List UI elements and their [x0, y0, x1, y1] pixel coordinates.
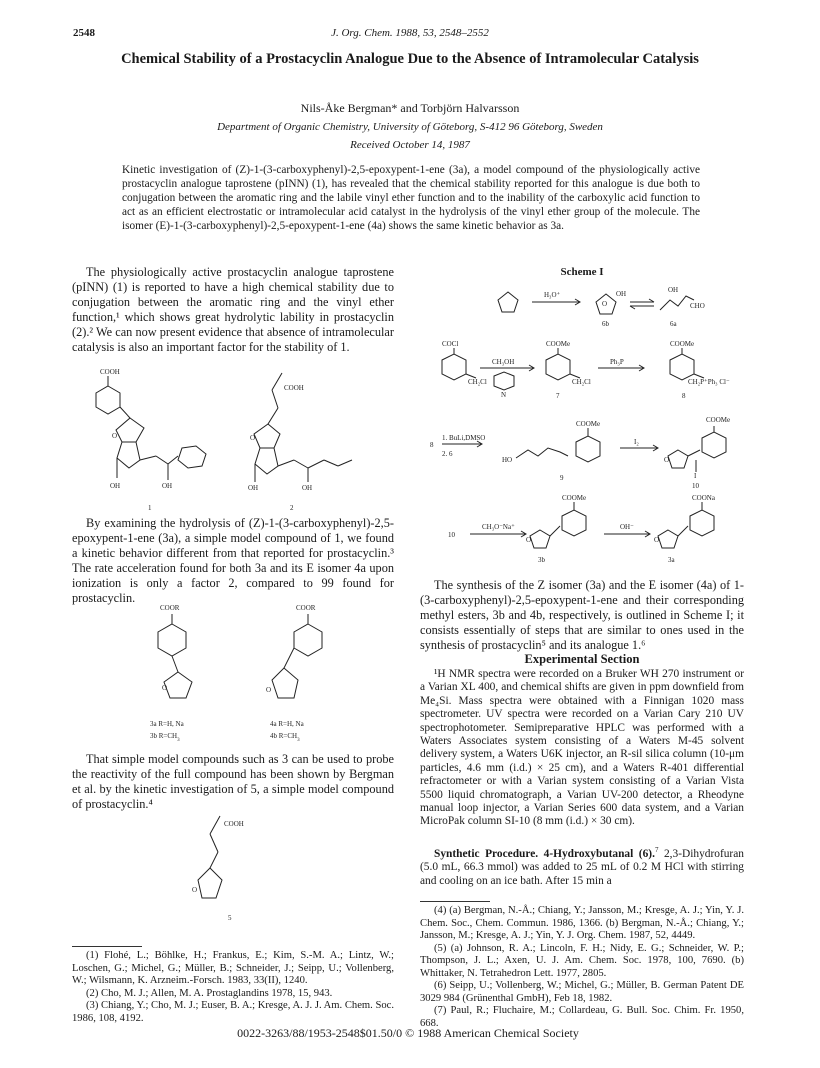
label-coor-4: COOR — [296, 604, 316, 612]
label-i: I — [694, 472, 697, 480]
left-para-1: The physiologically active prostacyclin analogue taprostene (pINN) (1) is reported to have a high chemical stability due to conjugation between the aromatic ring and the vinyl ether function,¹ which shows great hydrolytic lability in prostacyclin (2).² We can now present evidence that absence of intramolecular catalysis is also an important factor for the stability of 1. — [72, 265, 394, 354]
label-n: N — [501, 391, 507, 399]
label-o-1: O — [112, 432, 118, 440]
label-ch3oh: CH₃OH — [492, 358, 515, 366]
compound-number-7: 7 — [556, 392, 560, 400]
footnotes-right — [420, 905, 744, 1030]
label-cooh-5: COOH — [224, 820, 244, 828]
page-footer: 0022-3263/88/1953-2548$01.50/0 © 1988 American Chemical Society — [237, 1026, 579, 1040]
compound-number-10a: 10 — [692, 482, 699, 490]
label-4a: 4a R=H, Na — [270, 720, 304, 728]
scheme-title: Scheme I — [560, 266, 604, 278]
label-cocl: COCl — [442, 340, 459, 348]
scheme-1 — [420, 280, 744, 570]
footnote-1: (1) Flohé, L.; Böhlke, H.; Frankus, E.; Kim, S.-M. A.; Lintz, W.; Loschen, G.; Michel, G.; Müller, B.; Schneider, J.; Seipp, U.; Vollenberg, W.; Wilsmann, K. Arzneim.-Forsch. 1983, 33(II), 1240. — [72, 950, 394, 986]
footnote-7: (7) Paul, R.; Fluchaire, M.; Collardeau, G. Bull. Soc. Chim. Fr. 1950, 668. — [420, 1005, 744, 1029]
structure-5 — [180, 808, 300, 928]
compound-number-9: 9 — [560, 474, 564, 482]
procedure-heading: Synthetic Procedure. 4-Hydroxybutanal (6). — [434, 847, 655, 860]
label-o-4: O — [266, 686, 272, 694]
running-header: J. Org. Chem. 1988, 53, 2548–2552 — [331, 27, 489, 39]
label-oh-1b: OH — [162, 482, 173, 490]
label-oh-minus: OH⁻ — [620, 523, 634, 531]
label-coome-9: COOMe — [576, 420, 601, 428]
received-date: Received October 14, 1987 — [350, 139, 470, 151]
label-ch3ona: CH₃O⁻Na⁺ — [482, 523, 515, 531]
compound-number-3a: 3a — [668, 556, 675, 564]
compound-number-5: 5 — [228, 914, 232, 922]
page-number: 2548 — [73, 27, 95, 39]
left-para-2: By examining the hydrolysis of (Z)-1-(3-carboxyphenyl)-2,5-epoxypent-1-ene (3a), a simple model compound of 1, we found a kinetic behavior different from that reported for prostacyclin.³ The rate acceleration found for both 3a and its E isomer 4a upon ionization is only a factor 2, compared to 99 found for prostacyclin. — [72, 516, 394, 605]
label-coome-10: COOMe — [706, 416, 731, 424]
author-list: Nils-Åke Bergman* and Torbjörn Halvarsson — [300, 101, 520, 115]
label-4b: 4b $R=CH_3$ — [270, 732, 300, 743]
label-i2: I₂ — [634, 438, 639, 446]
compound-number-3b: 3b — [538, 556, 545, 564]
label-coome-3b: COOMe — [562, 494, 587, 502]
label-cooh-2: COOH — [284, 384, 304, 392]
structures-3-and-4 — [72, 600, 394, 750]
compound-number-2: 2 — [290, 504, 294, 512]
label-o-10: O — [664, 456, 670, 464]
label-o-3a: O — [654, 536, 660, 544]
procedure-ref: 7 — [654, 846, 659, 854]
label-3b: 3b $R=CH_3$ — [150, 732, 180, 743]
label-o-6b: O — [602, 300, 608, 308]
label-coome-8: COOMe — [670, 340, 695, 348]
footnote-rule-right — [420, 901, 490, 902]
left-para-3: That simple model compounds such as 3 can be used to probe the reactivity of the full compound has been shown by Bergman et al. by the kinetic investigation of 5, a simple model compound of prostacyclin.⁴ — [72, 752, 394, 811]
footnote-3: (3) Chiang, Y.; Cho, M. J.; Euser, B. A.; Kresge, A. J. J. Am. Chem. Soc. 1986, 108, 4192. — [72, 1000, 394, 1024]
affiliation: Department of Organic Chemistry, University of Göteborg, S-412 96 Göteborg, Sweden — [217, 121, 603, 133]
label-cho: CHO — [690, 302, 705, 310]
label-o-5: O — [192, 886, 198, 894]
label-ph3p: Ph₃P — [610, 358, 624, 366]
footnote-rule-left — [72, 946, 142, 947]
label-oh-6a: OH — [668, 286, 679, 294]
label-ch2cl-b: CH₂Cl — [572, 378, 591, 386]
label-ch2p: CH₂P⁺Ph₃ Cl⁻ — [688, 378, 730, 386]
section-title-experimental: Experimental Section — [524, 652, 640, 666]
label-step-8a: 1. BuLi,DMSO — [442, 434, 486, 442]
label-o-3: O — [162, 684, 168, 692]
label-coor-3: COOR — [160, 604, 180, 612]
label-coome-7: COOMe — [546, 340, 571, 348]
label-o-3b: O — [526, 536, 532, 544]
footnotes-left — [72, 950, 394, 1025]
label-3a: 3a R=H, Na — [150, 720, 184, 728]
label-oh-2b: OH — [302, 484, 313, 492]
label-oh-2a: OH — [248, 484, 259, 492]
compound-number-6a: 6a — [670, 320, 677, 328]
abstract: Kinetic investigation of (Z)-1-(3-carboxyphenyl)-2,5-epoxypent-1-ene (3a), a model compound of the physiologically active prostacyclin analogue taprostene (pINN) (1), has revealed that the chemical stability reported for this analogue is due both to conjugation between the aromatic ring and the labile vinyl ether function and to the inability of the carboxylic acid function to act as an efficient electrostatic or intramolecular acid catalyst in the hydrolysis of the vinyl ether group of the molecule. The isomer (E)-1-(3-carboxyphenyl)-2,5-epoxypent-1-ene (4a) shows the same kinetic behavior as 3a. — [122, 164, 700, 232]
compound-number-10b: 10 — [448, 531, 455, 539]
label-step-8b: 2. 6 — [442, 450, 453, 458]
structures-1-and-2 — [72, 368, 394, 514]
footnote-2: (2) Cho, M. J.; Allen, M. A. Prostaglandins 1978, 15, 943. — [86, 987, 333, 999]
footnote-6: (6) Seipp, U.; Vollenberg, W.; Michel, G.; Müller, B. German Patent DE 3029 984 (Grünenthal GmbH), Feb 18, 1982. — [420, 980, 744, 1004]
right-para-2: ¹H NMR spectra were recorded on a Bruker WH 270 instrument or a Varian XL 400, and chemical shifts are given in ppm downfield from Me₄Si. Mass spectra were obtained with a Finnigan 1020 mass spectrometer. UV spectra were recorded on a Varian Cary 210 UV spectrophotometer. Semipreparative HPLC was performed with a Waters Associates system consisting of a Waters M-45 solvent delivery system, a Waters U6K injector, an R-sil silica column (10-μm particles, 4.6 mm (i.d.) × 25 cm), and a Waters R-401 differential refractometer or with a Varian system consisting of a Varian Vista 5500 liquid chromatograph, a Varian UV-200 detector, a Rheodyne manual loop injector, a Varian Series 600 data system, and a Varian MicroPak column SI-10 (8 mm (i.d.) × 30 cm). — [420, 668, 744, 828]
label-ch2cl-a: CH₂Cl — [468, 378, 487, 386]
label-coona: COONa — [692, 494, 715, 502]
compound-number-8a: 8 — [682, 392, 686, 400]
label-ho: HO — [502, 456, 513, 464]
label-cooh-1: COOH — [100, 368, 120, 376]
compound-number-1: 1 — [148, 504, 152, 512]
footnote-4: (4) (a) Bergman, N.-Å.; Chiang, Y.; Jansson, M.; Kresge, A. J.; Yin, Y. J. Chem. Soc., Chem. Commun. 1986, 1366. (b) Bergman, N.-Å.; Chiang, Y.; Jansson, M.; Kresge, A. J.; Yin, Y. J. Org. Chem. 1987, 52, 4449. — [420, 905, 744, 941]
right-para-3: Synthetic Procedure. 4-Hydroxybutanal (6).$^7$ 2,3-Dihydrofuran (5.0 mL, 66.3 mmol) was added to 25 mL of 0.2 M HCl with stirring and cooling on an ice bath. After 15 min a — [420, 846, 744, 887]
label-oh-1a: OH — [110, 482, 121, 490]
compound-number-6b: 6b — [602, 320, 609, 328]
label-o-2: O — [250, 434, 256, 442]
label-oh-6b: OH — [616, 290, 627, 298]
right-para-1: The synthesis of the Z isomer (3a) and the E isomer (4a) of 1-(3-carboxyphenyl)-2,5-epoxypent-1-ene and their corresponding methyl esters, 3b and 4b, respectively, is outlined in Scheme I; it consists essentially of steps that are similar to ones used in the synthesis of prostacyclin⁵ and its analogue 1.⁶ — [420, 578, 744, 652]
footnote-5: (5) (a) Johnson, R. A.; Lincoln, F. H.; Nidy, E. G.; Schneider, W. P.; Thompson, J. L.; Axen, U. J. Am. Chem. Soc. 1978, 100, 7690. (b) Whittaker, N. Tetrahedron Lett. 1977, 2805. — [420, 942, 744, 979]
label-h3o: H₃O⁺ — [544, 291, 561, 299]
article-title: Chemical Stability of a Prostacyclin Analogue Due to the Absence of Intramolecular Catalysis — [121, 51, 699, 67]
compound-number-8b: 8 — [430, 441, 434, 449]
